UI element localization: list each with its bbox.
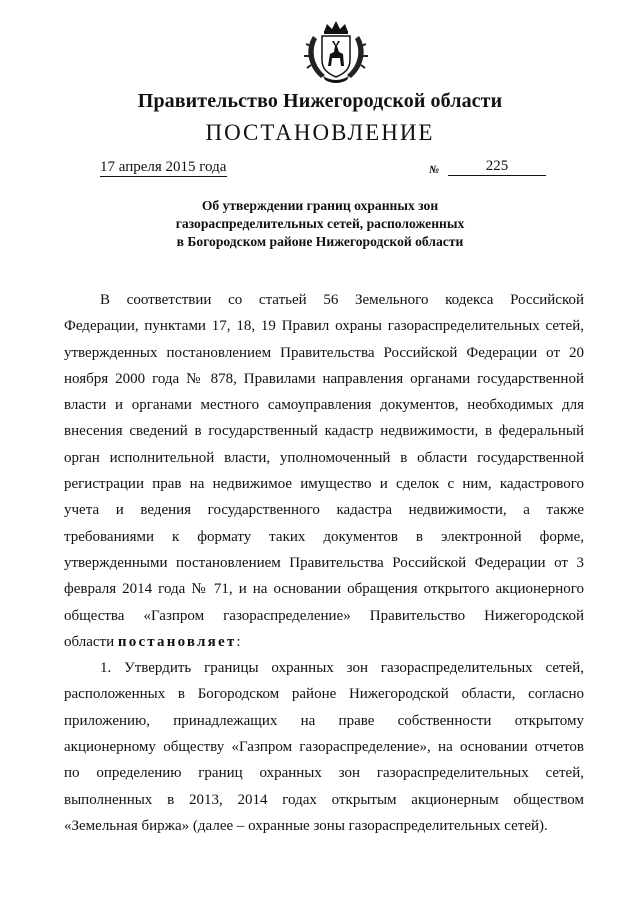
government-title: Правительство Нижегородской области	[137, 90, 503, 112]
paragraph-line: 1. Утвердить границы охранных зон газораспределительных сетей,	[100, 660, 584, 677]
paragraph-line: регистрации прав на недвижимое имущество и сделок с ним, кадастрового	[64, 476, 584, 493]
paragraph-line: утвержденными постановлением Правительства Российской Федерации от 3	[64, 554, 584, 571]
paragraph-line: февраля 2014 года № 71, и на основании обращения открытого акционерного	[64, 581, 584, 598]
paragraph-line: В соответствии со статьей 56 Земельного кодекса Российской	[100, 292, 584, 308]
document-type: ПОСТАНОВЛЕНИЕ	[205, 120, 435, 145]
paragraph-line: орган исполнительной власти, уполномоченный в области государственной	[64, 449, 584, 466]
paragraph-line: утвержденных постановлением Правительства Российской Федерации от 20	[64, 344, 584, 361]
subject-line: газораспределительных сетей, расположенных	[175, 216, 465, 231]
paragraph-line: «Земельная биржа» (далее – охранные зоны газораспределительных сетей).	[64, 817, 548, 834]
paragraph-last-line	[64, 629, 584, 655]
document-number: 225	[448, 157, 546, 176]
resolves-keyword: постановляет	[117, 633, 237, 650]
paragraph-text: области	[64, 633, 118, 650]
paragraph-line: акционерному обществу «Газпром газораспределение», на основании отчетов	[64, 739, 584, 756]
paragraph-text: :	[236, 633, 241, 650]
paragraph-line: выполненных в 2013, 2014 годах открытым акционерным обществом	[64, 791, 584, 808]
document-subject	[130, 197, 510, 251]
paragraph-line: требованиями к формату таких документов в электронной форме,	[64, 528, 584, 545]
paragraph-line: общества «Газпром газораспределение» Правительство Нижегородской	[64, 607, 584, 624]
subject-line: Об утверждении границ охранных зон	[201, 198, 439, 213]
coat-of-arms-emblem	[301, 18, 371, 84]
document-body	[64, 287, 584, 839]
paragraph-line: по определению границ охранных зон газораспределительных сетей,	[64, 765, 584, 782]
paragraph-line: расположенных в Богородском районе Нижегородской области, согласно	[64, 686, 584, 703]
document-date: 17 апреля 2015 года	[100, 159, 227, 175]
paragraph-line: власти и органами местного самоуправления документов, необходимых для	[64, 397, 584, 414]
subject-line: в Богородском районе Нижегородской области	[176, 234, 464, 249]
paragraph-line: приложению, принадлежащих на праве собственности открытому	[64, 712, 584, 729]
number-sign: №	[429, 164, 440, 176]
paragraph-line: внесения сведений в государственный кадастр недвижимости, в федеральный	[64, 423, 584, 440]
paragraph-line: ноября 2000 года № 878, Правилами направления органами государственной	[64, 370, 584, 387]
paragraph-line: учета и ведения государственного кадастра недвижимости, а также	[64, 502, 584, 519]
paragraph-line: Федерации, пунктами 17, 18, 19 Правил охраны газораспределительных сетей,	[64, 318, 584, 335]
